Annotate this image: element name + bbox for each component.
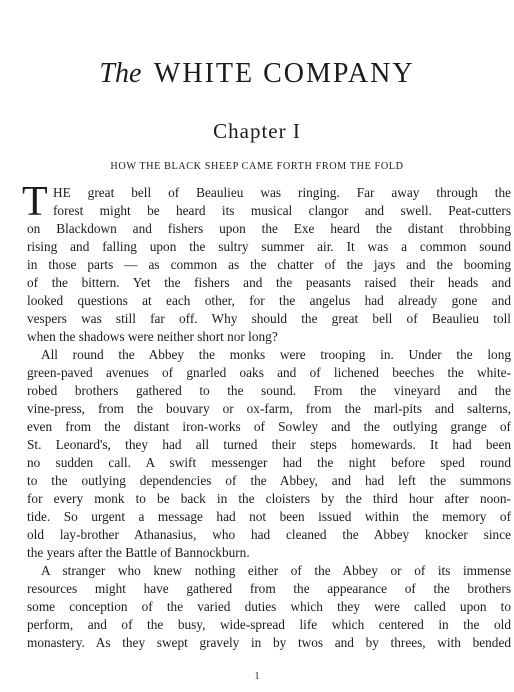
text-line: in those parts — as common as the chatter of the jays and the booming xyxy=(27,257,511,272)
text-line: when the shadows were neither short nor long? xyxy=(27,329,278,344)
text-line: no sudden call. A swift messenger had the night before sped round xyxy=(27,455,511,470)
text-line: on Blackdown and fishers upon the Exe heard the distant throbbing xyxy=(27,221,511,236)
text-line: forest might be heard its musical clangor and swell. Peat-cutters xyxy=(53,203,511,218)
chapter-subtitle: HOW THE BLACK SHEEP CAME FORTH FROM THE FOLD xyxy=(110,161,404,172)
text-line: St. Leonard's, they had all turned their steps homewards. It had been xyxy=(27,437,511,452)
text-line: vine-press, from the bouvary or ox-farm, from the marl-pits and salterns, xyxy=(27,401,511,416)
text-line: rising and falling upon the sultry summer air. It was a common sound xyxy=(27,239,511,254)
text-line: HE great bell of Beaulieu was ringing. Far away through the xyxy=(53,185,511,200)
text-line: old lay-brother Athanasius, who had cleaned the Abbey knocker since xyxy=(27,527,511,542)
text-line: A stranger who knew nothing either of the Abbey or of its immense xyxy=(41,563,511,578)
chapter-body xyxy=(22,179,511,652)
text-line: of the bittern. Yet the fishers and the peasants raised their heads and xyxy=(27,275,511,290)
text-line: monastery. As they swept gravely in by twos and by threes, with bended xyxy=(27,635,511,650)
book-title-the: The xyxy=(99,58,142,89)
text-line: vespers was still far off. Why should the great bell of Beaulieu toll xyxy=(27,311,511,326)
drop-cap: T xyxy=(22,179,48,225)
text-line: perform, and of the busy, wide-spread life which centered in the old xyxy=(27,617,511,632)
paragraph-2 xyxy=(27,346,511,562)
chapter-heading: Chapter I xyxy=(213,119,301,143)
book-title xyxy=(0,58,514,90)
paragraph-1 xyxy=(22,179,511,346)
text-line: All round the Abbey the monks were trooping in. Under the long xyxy=(41,347,511,362)
text-line: resources might have gathered from the appearance of the brothers xyxy=(27,581,511,596)
paragraph-3 xyxy=(27,562,511,652)
text-line: robed brothers gathered to the sound. From the vineyard and the xyxy=(27,383,511,398)
text-line: tide. So urgent a message had not been issued within the memory of xyxy=(27,509,511,524)
book-title-main: WHITE COMPANY xyxy=(153,58,415,89)
text-line: looked questions at each other, for the angelus had already gone and xyxy=(27,293,511,308)
text-line: even from the distant iron-works of Sowley and the outlying grange of xyxy=(27,419,511,434)
text-line: to the outlying dependencies of the Abbey, and had left the summons xyxy=(27,473,511,488)
text-line: green-paved avenues of gnarled oaks and of lichened beeches the white- xyxy=(27,365,511,380)
text-line: for every monk to be back in the cloisters by the third hour after noon- xyxy=(27,491,511,506)
text-line: the years after the Battle of Bannockburn. xyxy=(27,545,250,560)
text-line: some conception of the varied duties which they were called upon to xyxy=(27,599,511,614)
page-number: 1 xyxy=(254,671,260,682)
